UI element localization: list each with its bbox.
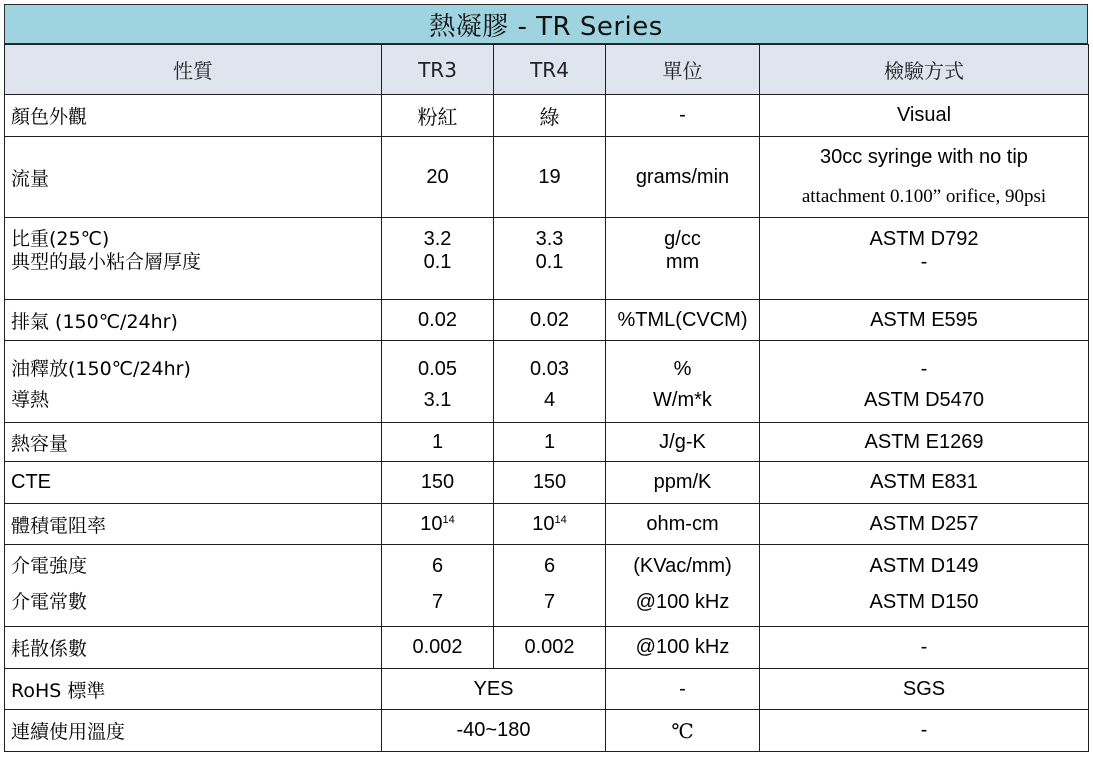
tr3-value: 3.2 <box>423 228 452 250</box>
method-value: - <box>920 358 928 380</box>
table-row <box>5 710 1089 752</box>
tr3-value-2: 0.1 <box>423 251 452 273</box>
table-row <box>5 504 1089 545</box>
table-row <box>5 423 1089 462</box>
table-row <box>5 545 1089 627</box>
table-row <box>5 300 1089 341</box>
tr4-cell: 19 <box>494 137 606 218</box>
header-property: 性質 <box>5 45 382 95</box>
tr3-base: 10 <box>420 512 443 535</box>
tr3-value: 6 <box>431 555 444 577</box>
unit-cell <box>606 341 760 423</box>
method-cell: - <box>760 627 1089 669</box>
tr3-cell: 0.02 <box>382 300 494 341</box>
tr3-value-2: 3.1 <box>423 389 452 411</box>
table-row <box>5 462 1089 504</box>
tr4-value: 3.3 <box>535 228 564 250</box>
method-cell: ASTM D257 <box>760 504 1089 545</box>
unit-cell: @100 kHz <box>606 627 760 669</box>
tr4-value-2: 0.1 <box>535 251 564 273</box>
header-row <box>5 45 1089 95</box>
tr4-cell: 150 <box>494 462 606 504</box>
table-row <box>5 95 1089 137</box>
merged-value-cell: YES <box>382 669 606 710</box>
unit-cell: - <box>606 95 760 137</box>
spec-table <box>4 44 1089 752</box>
method-cell: - <box>760 710 1089 752</box>
property-cell: 顏色外觀 <box>5 95 382 137</box>
method-cell <box>760 137 1089 218</box>
property-cell <box>5 218 382 300</box>
tr4-cell <box>494 218 606 300</box>
tr4-cell: 0.002 <box>494 627 606 669</box>
tr4-cell: 綠 <box>494 95 606 137</box>
property-cell: 排氣 (150℃/24hr) <box>5 300 382 341</box>
method-cell: Visual <box>760 95 1089 137</box>
tr4-cell: 1 <box>494 423 606 462</box>
method-value: ASTM D149 <box>869 555 979 577</box>
property-cell: 流量 <box>5 137 382 218</box>
header-tr4: TR4 <box>494 45 606 95</box>
property-cell <box>5 545 382 627</box>
property-cell: CTE <box>5 462 382 504</box>
method-line-1: 30cc syringe with no tip <box>820 146 1028 168</box>
tr4-value-2: 7 <box>543 591 556 613</box>
method-cell: ASTM E831 <box>760 462 1089 504</box>
tr4-value: 0.03 <box>530 358 569 380</box>
tr3-cell: 150 <box>382 462 494 504</box>
tr3-cell <box>382 218 494 300</box>
unit-value: (KVac/mm) <box>633 555 732 577</box>
tr4-base: 10 <box>532 512 555 535</box>
property-specific-gravity: 比重(25℃) <box>11 228 110 250</box>
method-value: ASTM D792 <box>869 228 979 250</box>
unit-cell: J/g-K <box>606 423 760 462</box>
unit-cell <box>606 218 760 300</box>
unit-cell <box>606 545 760 627</box>
table-row <box>5 218 1089 300</box>
tr3-exponent: 14 <box>442 513 455 526</box>
tr4-value: 6 <box>543 555 556 577</box>
tr3-cell: 0.002 <box>382 627 494 669</box>
method-line-2: attachment 0.100” orifice, 90psi <box>801 186 1047 207</box>
tr3-value: 0.05 <box>418 358 457 380</box>
property-cell: 熱容量 <box>5 423 382 462</box>
tr3-cell: 粉紅 <box>382 95 494 137</box>
method-cell: ASTM E1269 <box>760 423 1089 462</box>
tr3-cell <box>382 545 494 627</box>
method-cell <box>760 341 1089 423</box>
tr3-value-2: 7 <box>431 591 444 613</box>
table-row <box>5 627 1089 669</box>
table-row <box>5 341 1089 423</box>
tr3-cell: 20 <box>382 137 494 218</box>
method-cell: SGS <box>760 669 1089 710</box>
unit-value-2: mm <box>665 251 700 273</box>
tr4-cell: 0.02 <box>494 300 606 341</box>
unit-cell: - <box>606 669 760 710</box>
tr3-cell: 1 <box>382 423 494 462</box>
header-test-method: 檢驗方式 <box>760 45 1089 95</box>
table-row <box>5 669 1089 710</box>
unit-cell: grams/min <box>606 137 760 218</box>
unit-value-2: W/m*k <box>653 389 712 411</box>
unit-cell: ℃ <box>606 710 760 752</box>
method-value-2: ASTM D5470 <box>863 389 985 411</box>
unit-value: g/cc <box>664 228 701 250</box>
property-oil-bleed: 油釋放(150℃/24hr) <box>11 358 191 380</box>
unit-value: % <box>673 358 692 380</box>
tr3-cell <box>382 504 494 545</box>
property-thermal-conductivity: 導熱 <box>11 389 50 411</box>
table-title: 熱凝膠 - TR Series <box>4 4 1088 44</box>
unit-value-2: @100 kHz <box>635 591 730 613</box>
tr4-value-2: 4 <box>543 389 556 411</box>
table-row <box>5 137 1089 218</box>
property-dielectric-strength: 介電強度 <box>11 555 88 577</box>
method-value-2: ASTM D150 <box>869 591 979 613</box>
tr3-cell <box>382 341 494 423</box>
method-value-2: - <box>920 251 928 273</box>
property-cell <box>5 341 382 423</box>
spec-sheet <box>4 4 1088 752</box>
property-cell: 耗散係數 <box>5 627 382 669</box>
property-cell: 體積電阻率 <box>5 504 382 545</box>
tr4-exponent: 14 <box>554 513 567 526</box>
method-cell <box>760 545 1089 627</box>
unit-cell: ohm-cm <box>606 504 760 545</box>
property-cell: 連續使用溫度 <box>5 710 382 752</box>
property-min-bond-line: 典型的最小粘合層厚度 <box>11 251 202 273</box>
method-cell <box>760 218 1089 300</box>
property-dielectric-constant: 介電常數 <box>11 591 88 613</box>
unit-cell: %TML(CVCM) <box>606 300 760 341</box>
method-cell: ASTM E595 <box>760 300 1089 341</box>
header-unit: 單位 <box>606 45 760 95</box>
merged-value-cell: -40~180 <box>382 710 606 752</box>
property-cell: RoHS 標準 <box>5 669 382 710</box>
unit-cell: ppm/K <box>606 462 760 504</box>
tr4-cell <box>494 341 606 423</box>
tr4-cell <box>494 504 606 545</box>
header-tr3: TR3 <box>382 45 494 95</box>
tr4-cell <box>494 545 606 627</box>
